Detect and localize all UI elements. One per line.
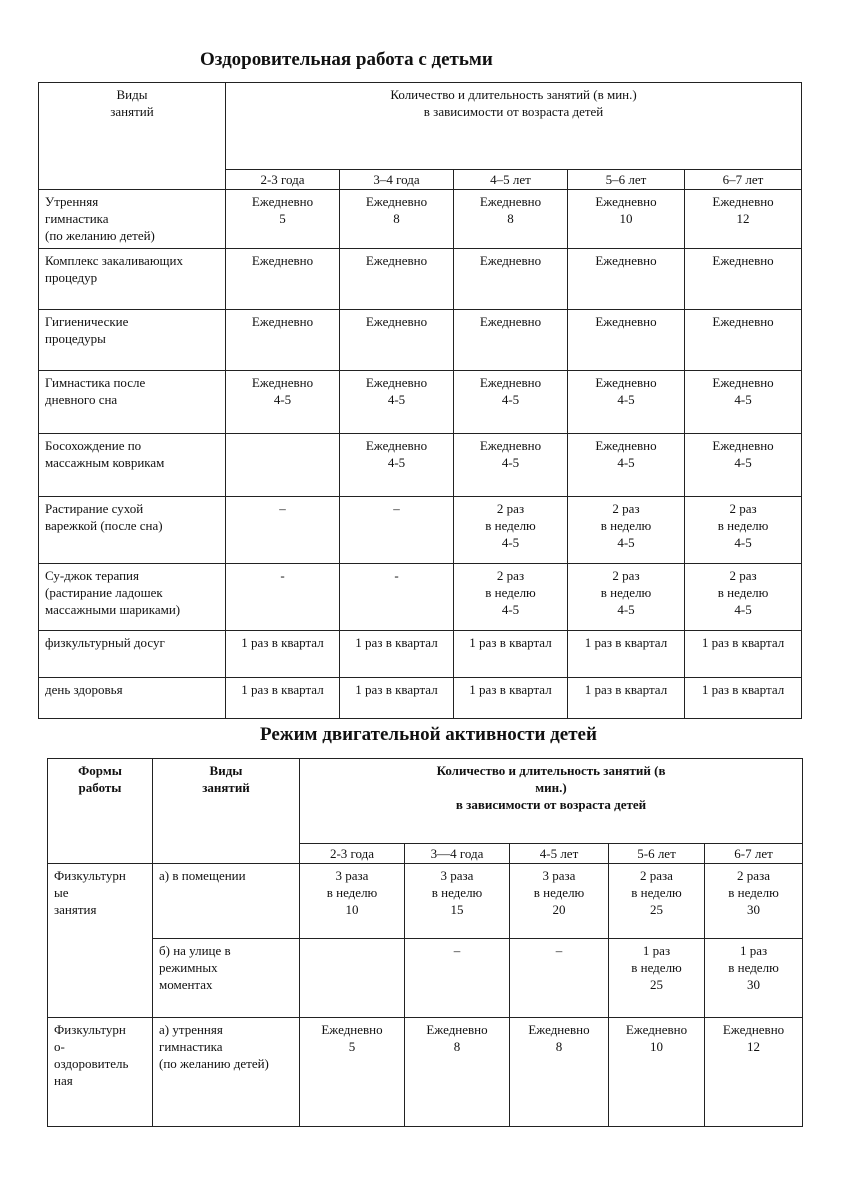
schedule-cell-line: 10 xyxy=(650,1039,663,1054)
work-form-label-line: Физкультурн xyxy=(54,868,126,883)
activity-label-line: Гимнастика после xyxy=(45,375,146,390)
activity-label xyxy=(153,1018,300,1127)
schedule-cell xyxy=(340,249,454,310)
schedule-cell-line: 8 xyxy=(453,1039,461,1054)
schedule-cell xyxy=(705,864,803,939)
schedule-cell xyxy=(568,564,685,631)
schedule-cell-line: 2 раз xyxy=(729,568,757,583)
activity-label-line: б) на улице в xyxy=(159,943,231,958)
schedule-cell-line: - xyxy=(280,568,285,583)
age-group-header: 5-6 лет xyxy=(609,844,705,864)
schedule-cell-line: 2 раз xyxy=(496,501,525,516)
schedule-cell-line: 8 xyxy=(393,211,400,226)
schedule-cell-line: 1 раз в квартал xyxy=(469,635,552,650)
header-row xyxy=(39,83,802,170)
schedule-cell-line: 4-5 xyxy=(734,455,752,470)
schedule-cell-line: в неделю xyxy=(326,885,378,900)
section1-title: Оздоровительная работа с детьми xyxy=(200,49,493,70)
schedule-cell-line: 2 раз xyxy=(612,568,640,583)
schedule-cell xyxy=(340,678,454,719)
schedule-cell xyxy=(568,310,685,371)
schedule-cell xyxy=(340,434,454,497)
schedule-cell-line: 25 xyxy=(650,977,663,992)
schedule-cell-line: Ежедневно xyxy=(426,1022,488,1037)
activity-label-line: (по желанию детей) xyxy=(159,1056,269,1071)
activity-label-line: Су-джок терапия xyxy=(45,568,139,583)
schedule-cell-line: Ежедневно xyxy=(712,438,774,453)
schedule-cell-line: 4-5 xyxy=(387,392,406,407)
schedule-cell-line: в неделю xyxy=(485,518,536,533)
header-quantity-duration xyxy=(226,83,802,170)
schedule-cell-line: Ежедневно xyxy=(528,1022,590,1037)
schedule-cell-line: 2 раза xyxy=(640,868,673,883)
activity-label-line: Босохождение по xyxy=(45,438,142,453)
schedule-cell-line: 4-5 xyxy=(734,392,752,407)
schedule-cell-line: Ежедневно xyxy=(595,194,657,209)
schedule-cell xyxy=(454,310,568,371)
schedule-cell xyxy=(568,497,685,564)
schedule-cell-line: 15 xyxy=(450,902,464,917)
activity-label-line: Гигиенические xyxy=(45,314,129,329)
header-activity-types-line: занятий xyxy=(110,104,154,119)
schedule-cell-line: 12 xyxy=(736,211,750,226)
schedule-cell-line: – xyxy=(555,943,563,958)
schedule-cell-line: 4-5 xyxy=(501,535,520,550)
schedule-cell-line: 1 раз в квартал xyxy=(355,682,438,697)
schedule-cell-line: Ежедневно xyxy=(712,253,774,268)
schedule-cell xyxy=(685,434,802,497)
activity-label xyxy=(39,678,226,719)
schedule-cell xyxy=(685,310,802,371)
table-row xyxy=(48,939,803,1018)
schedule-cell-line: в неделю xyxy=(631,885,682,900)
activity-label xyxy=(39,564,226,631)
activity-label-line: процедур xyxy=(45,270,98,285)
activity-label-line: а) в помещении xyxy=(159,868,246,883)
schedule-cell-line: 4-5 xyxy=(617,535,635,550)
schedule-cell xyxy=(454,190,568,249)
section2-title: Режим двигательной активности детей xyxy=(260,724,597,745)
activity-label xyxy=(153,864,300,939)
schedule-cell-line: – xyxy=(279,501,286,516)
schedule-cell-line: 5 xyxy=(348,1039,356,1054)
schedule-cell xyxy=(300,1018,405,1127)
activity-label-line: гимнастика xyxy=(45,211,109,226)
work-form-label-line: о- xyxy=(54,1039,65,1054)
schedule-cell xyxy=(454,249,568,310)
header-quantity-duration xyxy=(300,759,803,844)
activity-label xyxy=(39,190,226,249)
schedule-cell-line: 1 раз в квартал xyxy=(701,635,785,650)
schedule-cell-line: 8 xyxy=(507,211,514,226)
schedule-cell-line: 30 xyxy=(747,902,761,917)
schedule-cell-line: 5 xyxy=(279,211,286,226)
schedule-cell-line: 2 раз xyxy=(729,501,757,516)
activity-label-line: (по желанию детей) xyxy=(45,228,155,243)
activity-label xyxy=(153,939,300,1018)
schedule-cell xyxy=(226,190,340,249)
schedule-cell-line: 1 раз xyxy=(739,943,768,958)
schedule-cell-line: 4-5 xyxy=(617,455,635,470)
table-row xyxy=(39,497,802,564)
schedule-cell-line: 8 xyxy=(555,1039,563,1054)
work-form-label-line: оздоровитель xyxy=(54,1056,129,1071)
schedule-cell xyxy=(685,631,802,678)
activity-label-line: Растирание сухой xyxy=(45,501,144,516)
schedule-cell-line: - xyxy=(394,568,399,583)
schedule-cell xyxy=(705,939,803,1018)
schedule-cell-line: 4-5 xyxy=(273,392,292,407)
schedule-cell-line: Ежедневно xyxy=(251,375,314,390)
header-quantity-duration-line: в зависимости от возраста детей xyxy=(423,104,604,119)
schedule-cell xyxy=(226,310,340,371)
schedule-cell-line: 3 раза xyxy=(335,868,369,883)
schedule-cell-line: 4-5 xyxy=(617,392,635,407)
schedule-cell-line: 1 раз в квартал xyxy=(701,682,785,697)
schedule-cell-line: 1 раз в квартал xyxy=(241,682,324,697)
table-row xyxy=(39,371,802,434)
work-form-label-line: Физкультурн xyxy=(54,1022,126,1037)
schedule-cell xyxy=(226,434,340,497)
schedule-cell-line: Ежедневно xyxy=(479,314,542,329)
schedule-cell-line: 4-5 xyxy=(617,602,635,617)
schedule-cell-line: 4-5 xyxy=(734,535,752,550)
schedule-cell-line: Ежедневно xyxy=(321,1022,383,1037)
header-quantity-duration-line: в зависимости от возраста детей xyxy=(455,797,647,812)
table-row xyxy=(39,631,802,678)
schedule-cell-line: Ежедневно xyxy=(595,314,657,329)
header-work-forms-line: Формы xyxy=(78,763,122,778)
schedule-cell-line: – xyxy=(393,501,400,516)
schedule-cell-line: 1 раз в квартал xyxy=(584,682,668,697)
table-row xyxy=(39,190,802,249)
schedule-cell-line: 1 раз в квартал xyxy=(469,682,552,697)
work-form-label-line: ная xyxy=(54,1073,73,1088)
schedule-cell xyxy=(405,1018,510,1127)
schedule-cell xyxy=(405,939,510,1018)
schedule-cell-line: Ежедневно xyxy=(712,314,774,329)
schedule-cell xyxy=(685,497,802,564)
schedule-cell-line: 30 xyxy=(747,977,761,992)
activity-label-line: (растирание ладошек xyxy=(45,585,163,600)
schedule-cell-line: Ежедневно xyxy=(365,194,428,209)
activity-label xyxy=(39,434,226,497)
schedule-cell-line: 4-5 xyxy=(387,455,406,470)
activity-label-line: физкультурный досуг xyxy=(45,635,165,650)
schedule-cell-line: Ежедневно xyxy=(722,1022,785,1037)
schedule-cell xyxy=(226,564,340,631)
schedule-cell xyxy=(226,678,340,719)
activity-label-line: день здоровья xyxy=(45,682,123,697)
schedule-cell xyxy=(454,678,568,719)
age-group-header: 5–6 лет xyxy=(568,170,685,190)
schedule-cell xyxy=(510,939,609,1018)
header-activity-types xyxy=(153,759,300,864)
schedule-cell-line: Ежедневно xyxy=(365,375,428,390)
activity-label xyxy=(39,371,226,434)
header-work-forms xyxy=(48,759,153,864)
schedule-cell xyxy=(685,190,802,249)
schedule-cell-line: в неделю xyxy=(728,885,779,900)
activity-label xyxy=(39,497,226,564)
schedule-cell-line: 25 xyxy=(650,902,663,917)
schedule-cell-line: в неделю xyxy=(717,585,769,600)
activity-label-line: варежкой (после сна) xyxy=(45,518,163,533)
schedule-cell xyxy=(568,249,685,310)
schedule-cell xyxy=(510,864,609,939)
schedule-cell xyxy=(685,564,802,631)
schedule-cell-line: 2 раз xyxy=(496,568,525,583)
schedule-cell xyxy=(568,678,685,719)
schedule-cell xyxy=(300,864,405,939)
schedule-cell-line: 3 раза xyxy=(440,868,474,883)
activity-label xyxy=(39,249,226,310)
schedule-cell-line: Ежедневно xyxy=(365,438,428,453)
activity-label-line: дневного сна xyxy=(45,392,118,407)
schedule-cell xyxy=(685,678,802,719)
activity-label-line: моментах xyxy=(159,977,213,992)
schedule-cell-line: 4-5 xyxy=(501,602,520,617)
activity-label xyxy=(39,631,226,678)
work-form-label xyxy=(48,864,153,1018)
table-row xyxy=(39,249,802,310)
header-row xyxy=(48,759,803,844)
schedule-cell xyxy=(340,564,454,631)
schedule-cell-line: Ежедневно xyxy=(251,253,314,268)
schedule-cell xyxy=(340,497,454,564)
schedule-cell-line: Ежедневно xyxy=(251,194,314,209)
schedule-cell xyxy=(510,1018,609,1127)
schedule-cell xyxy=(405,864,510,939)
schedule-cell-line: 1 раз в квартал xyxy=(584,635,668,650)
schedule-cell xyxy=(340,631,454,678)
schedule-cell xyxy=(609,939,705,1018)
activity-label-line: Комплекс закаливающих xyxy=(45,253,183,268)
schedule-cell-line: в неделю xyxy=(600,585,652,600)
schedule-cell-line: Ежедневно xyxy=(712,375,774,390)
header-quantity-duration-line: Количество и длительность занятий (в xyxy=(436,763,666,778)
schedule-cell-line: Ежедневно xyxy=(625,1022,688,1037)
schedule-cell-line: – xyxy=(453,943,461,958)
schedule-cell-line: 10 xyxy=(345,902,359,917)
age-group-header: 6-7 лет xyxy=(705,844,803,864)
motor-activity-table xyxy=(47,758,803,1127)
schedule-cell xyxy=(300,939,405,1018)
schedule-cell xyxy=(226,371,340,434)
activity-label-line: процедуры xyxy=(45,331,106,346)
header-activity-types-line: занятий xyxy=(202,780,250,795)
schedule-cell-line: Ежедневно xyxy=(712,194,774,209)
schedule-cell-line: в неделю xyxy=(728,960,779,975)
header-work-forms-line: работы xyxy=(78,780,122,795)
table-row xyxy=(48,864,803,939)
schedule-cell xyxy=(454,434,568,497)
work-form-label-line: занятия xyxy=(54,902,97,917)
activity-label-line: а) утренняя xyxy=(159,1022,223,1037)
schedule-cell xyxy=(568,190,685,249)
schedule-cell-line: 10 xyxy=(619,211,633,226)
schedule-cell-line: в неделю xyxy=(431,885,483,900)
header-activity-types-line: Виды xyxy=(116,87,148,102)
schedule-cell-line: в неделю xyxy=(600,518,652,533)
schedule-cell xyxy=(454,564,568,631)
schedule-cell-line: Ежедневно xyxy=(595,438,657,453)
table-row xyxy=(39,310,802,371)
header-activity-types xyxy=(39,83,226,190)
schedule-cell xyxy=(226,497,340,564)
work-form-label xyxy=(48,1018,153,1127)
table-row xyxy=(39,434,802,497)
schedule-cell-line: Ежедневно xyxy=(251,314,314,329)
schedule-cell xyxy=(705,1018,803,1127)
schedule-cell xyxy=(609,864,705,939)
schedule-cell xyxy=(568,371,685,434)
schedule-cell-line: в неделю xyxy=(631,960,682,975)
schedule-cell-line: Ежедневно xyxy=(479,253,542,268)
age-group-header: 2-3 года xyxy=(300,844,405,864)
schedule-cell xyxy=(568,434,685,497)
schedule-cell-line: 20 xyxy=(552,902,566,917)
schedule-cell-line: 2 раза xyxy=(737,868,770,883)
schedule-cell-line: 1 раз в квартал xyxy=(355,635,438,650)
schedule-cell-line: Ежедневно xyxy=(595,375,657,390)
activity-label-line: режимных xyxy=(159,960,218,975)
schedule-cell xyxy=(685,249,802,310)
age-group-header: 3—4 года xyxy=(405,844,510,864)
schedule-cell-line: 4-5 xyxy=(734,602,752,617)
schedule-cell xyxy=(340,371,454,434)
table-row xyxy=(39,564,802,631)
header-quantity-duration-line: мин.) xyxy=(535,780,567,795)
schedule-cell-line: 3 раза xyxy=(542,868,576,883)
schedule-cell xyxy=(568,631,685,678)
age-group-header: 3–4 года xyxy=(340,170,454,190)
schedule-cell-line: Ежедневно xyxy=(479,375,542,390)
schedule-cell-line: 1 раз в квартал xyxy=(241,635,324,650)
table-row xyxy=(39,678,802,719)
schedule-cell-line: 4-5 xyxy=(501,392,520,407)
schedule-cell-line: в неделю xyxy=(717,518,769,533)
age-group-header: 4–5 лет xyxy=(454,170,568,190)
schedule-cell xyxy=(340,310,454,371)
health-work-table xyxy=(38,82,802,719)
table-row xyxy=(48,1018,803,1127)
schedule-cell-line: 4-5 xyxy=(501,455,520,470)
schedule-cell-line: 1 раз xyxy=(642,943,671,958)
schedule-cell-line: Ежедневно xyxy=(595,253,657,268)
activity-label-line: Утренняя xyxy=(45,194,99,209)
age-group-header: 2-3 года xyxy=(226,170,340,190)
schedule-cell xyxy=(454,631,568,678)
schedule-cell-line: 12 xyxy=(747,1039,761,1054)
schedule-cell xyxy=(454,497,568,564)
schedule-cell-line: Ежедневно xyxy=(479,438,542,453)
activity-label-line: гимнастика xyxy=(159,1039,223,1054)
schedule-cell-line: в неделю xyxy=(533,885,585,900)
schedule-cell-line: в неделю xyxy=(485,585,536,600)
header-quantity-duration-line: Количество и длительность занятий (в мин.) xyxy=(390,87,637,102)
schedule-cell-line: Ежедневно xyxy=(365,314,428,329)
age-group-header: 4-5 лет xyxy=(510,844,609,864)
schedule-cell-line: Ежедневно xyxy=(479,194,542,209)
activity-label-line: массажными шариками) xyxy=(45,602,181,617)
age-group-header: 6–7 лет xyxy=(685,170,802,190)
schedule-cell-line: 2 раз xyxy=(612,501,640,516)
header-activity-types-line: Виды xyxy=(209,763,243,778)
schedule-cell xyxy=(609,1018,705,1127)
schedule-cell xyxy=(340,190,454,249)
schedule-cell-line: Ежедневно xyxy=(365,253,428,268)
work-form-label-line: ые xyxy=(54,885,69,900)
schedule-cell xyxy=(226,631,340,678)
activity-label xyxy=(39,310,226,371)
schedule-cell xyxy=(685,371,802,434)
schedule-cell xyxy=(454,371,568,434)
activity-label-line: массажным коврикам xyxy=(45,455,165,470)
schedule-cell xyxy=(226,249,340,310)
